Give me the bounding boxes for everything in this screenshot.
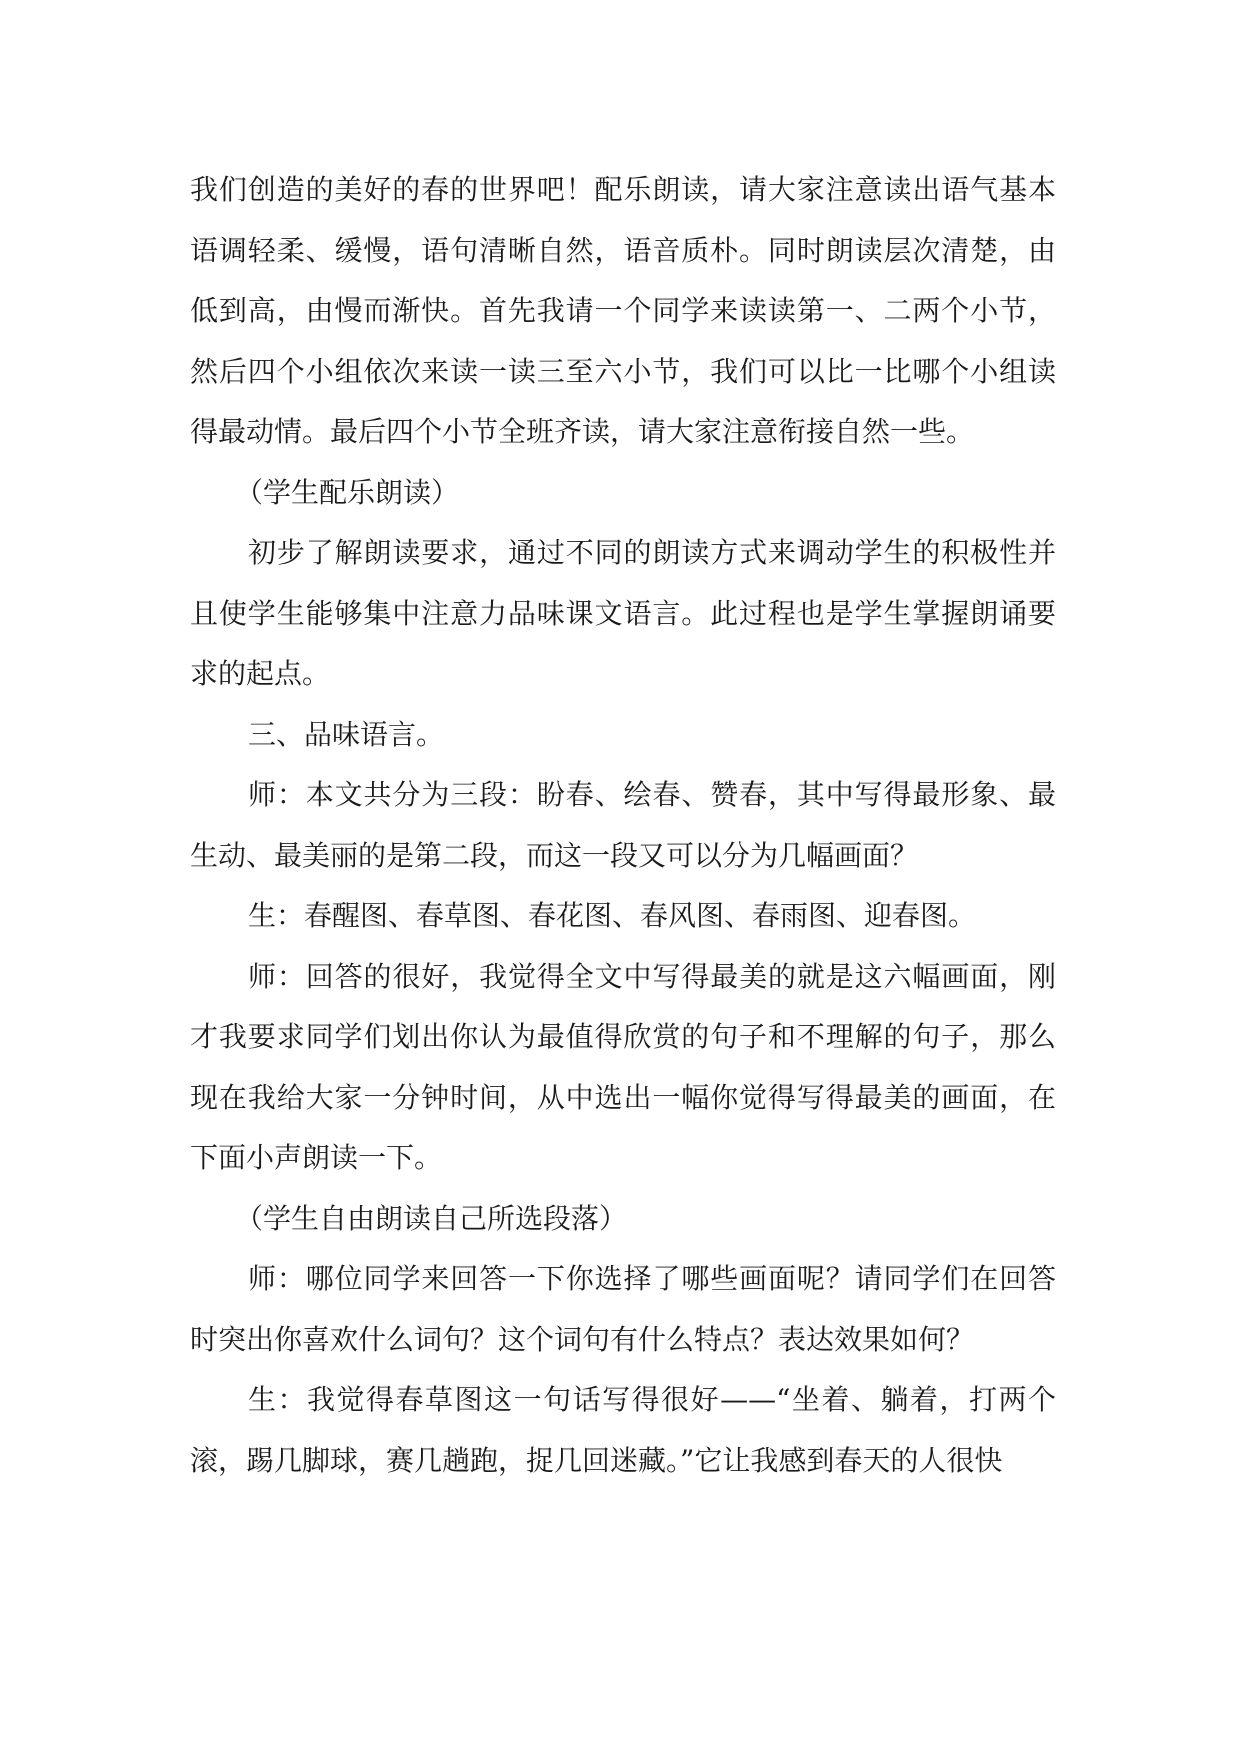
paragraph-free-reading-note: （学生自由朗读自己所选段落）	[235, 1201, 628, 1235]
paragraph-reading-purpose: 初步了解朗读要求，通过不同的朗读方式来调动学生的积极性并且使学生能够集中注意力品味课文语言。此过程也是学生掌握朗诵要求的起点。	[190, 536, 1056, 690]
paragraph-student-answer: 生：春醒图、春草图、春花图、春风图、春雨图、迎春图。	[248, 899, 977, 932]
section-heading-language: 三、品味语言。	[248, 717, 445, 751]
paragraph-intro-reading: 我们创造的美好的春的世界吧！配乐朗读，请大家注意读出语气基本语调轻柔、缓慢，语句清晰自然，语音质朴。同时朗读层次清楚，由低到高，由慢而渐快。首先我请一个同学来读读第一、二两个小节，然后四个小组依次来读一读三至六小节，我们可以比一比哪个小组读得最动情。最后四个小节全班齐读，请大家注意衔接自然一些。	[190, 173, 1056, 448]
paragraph-teacher-followup: 师：哪位同学来回答一下你选择了哪些画面呢？请同学们在回答时突出你喜欢什么词句？这个词句有什么特点？表达效果如何？	[190, 1262, 1056, 1356]
document-body	[190, 160, 1056, 1491]
paragraph-student-response: 生：我觉得春草图这一句话写得很好——“坐着、躺着，打两个滚，踢几脚球，赛几趟跑，捉几回迷藏。”它让我感到春天的人很快	[190, 1383, 1056, 1477]
paragraph-teacher-question: 师：本文共分为三段：盼春、绘春、赞春，其中写得最形象、最生动、最美丽的是第二段，而这一段又可以分为几幅画面？	[190, 778, 1056, 872]
paragraph-teacher-instruction: 师：回答的很好，我觉得全文中写得最美的就是这六幅画面，刚才我要求同学们划出你认为最值得欣赏的句子和不理解的句子，那么现在我给大家一分钟时间，从中选出一幅你觉得写得最美的画面，在下面小声朗读一下。	[190, 959, 1056, 1174]
paragraph-student-reading-note: （学生配乐朗读）	[235, 475, 460, 509]
